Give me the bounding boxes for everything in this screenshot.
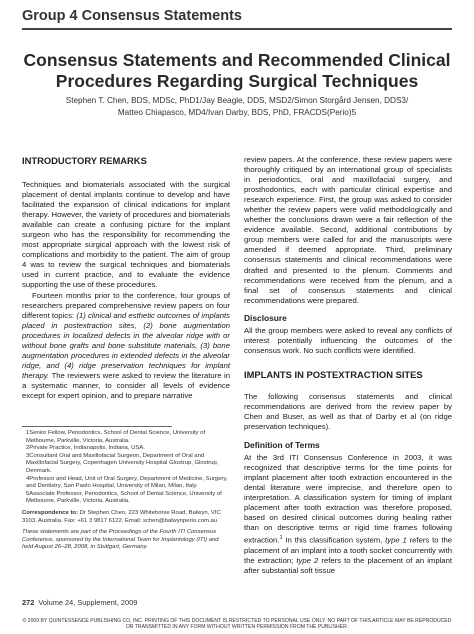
left-column — [22, 155, 230, 401]
header-rule — [22, 28, 452, 30]
proceedings-note: These statements are part of the Proceedings of the Fourth ITI Consensus Conference, sponsored by the International Team for Implantology (ITI) and held August 26–28, 2008, in Stuttgart, Germany. — [22, 529, 219, 551]
intro-paragraph-2: Fourteen months prior to the conference, four groups of researchers prepared comprehensive review papers on four different topics: (1) clinical and esthetic outcomes of implants placed in postextraction sites, (2) bone augmentation procedures in localized defects in the alveolar ridge with or without bone grafts and bone substitute materials, (3) bone augmentation procedures in extended defects in the alveolar ridge, and (4) ridge preservation techniques for implant therapy. The reviewers were asked to review the literature in a systematic manner, to consider all levels of evidence except for expert opinion, and to prepare narrative — [22, 290, 230, 400]
implants-heading: IMPLANTS IN POSTEXTRACTION SITES — [244, 368, 423, 380]
authors-line-1: Stephen T. Chen, BDS, MDSc, PhD1/Jay Beagle, DDS, MSD2/Simon Storgård Jensen, DDS3/ — [65, 96, 409, 105]
footnote-3: 3Consultant Oral and Maxillofacial Surgeon, Department of Oral and Maxillofacial Surgery, Copenhagen University Hospital Glostrup, Glostrup, Denmark. — [26, 452, 219, 474]
page-footer — [22, 598, 137, 607]
article-title: Consensus Statements and Recommended Clinical Procedures Regarding Surgical Techniques — [23, 50, 451, 91]
intro-heading: INTRODUCTORY REMARKS — [22, 155, 147, 166]
disclosure-heading: Disclosure — [244, 312, 287, 323]
disclosure-text: All the group members were asked to reveal any conflicts of interest potentially influencing the outcomes of the consensus work. No such conflicts were identified. — [244, 325, 452, 355]
footnote-1: 1Senior Fellow, Periodontics, School of Dental Science, University of Melbourne, Parkville, Victoria, Australia. — [26, 430, 206, 444]
correspondence: Correspondence to: Dr Stephen Chen, 223 Whitehorse Road, Balwyn, VIC 3103, Australia. Fax: +61 3 9817 6122. Email: schen@balwynperio.com.au — [22, 509, 221, 524]
right-column — [244, 155, 452, 576]
section-header: Group 4 Consensus Statements — [22, 8, 242, 24]
definition-heading: Definition of Terms — [244, 440, 320, 451]
copyright-notice: © 2009 BY QUINTESSENCE PUBLISHING CO, INC. PRINTING OF THIS DOCUMENT IS RESTRICTED TO PERSONAL USE ONLY. NO PART OF THIS ARTICLE MAY BE REPRODUCED OR TRANSMITTED IN ANY FORM WITHOUT WRITTEN PERMISSION FROM THE PUBLISHER. — [22, 618, 452, 631]
definition-text: At the 3rd ITI Consensus Conference in 2003, it was recognized that descriptive terms for the time points for implant placement after tooth extraction encountered in the dental literature were imprecise, and therefore open to interpretation. A classification system for timing of implant placement after tooth extraction was therefore proposed, based on desired clinical outcomes during healing rather than on descriptive terms or rigid time frames following extraction.$^1$ In this classification system, type 1 refers to the placement of an implant into a tooth socket concurrently with the extraction; type 2 refers to the placement of an implant after substantial soft tissue — [244, 453, 452, 576]
review-paragraph: review papers. At the conference, these review papers were thoroughly critiqued by an international group of specialists in periodontics, oral and maxillofacial surgery, and prosthodontics, each with particular clinical expertise and research experience. First, the group was asked to consider whether the review papers were valid methodologically and whether the conclusions drawn were a fair reflection of the evidence available. Second, additional contributions by group members were called for and the manuscripts were amended if deemed appropriate. Third, preliminary consensus statements and clinical recommendations were drafted and presented to the plenum. Comments and recommendations were received from the plenum, and a final set of consensus statements and clinical recommendations were prepared. — [244, 155, 452, 305]
authors-line-2: Matteo Chiapasco, MD4/Ivan Darby, BDS, PhD, FRACDS(Perio)5 — [117, 107, 357, 117]
footnotes — [22, 430, 230, 552]
footnote-4: 4Professor and Head, Unit of Oral Surgery, Department of Medicine, Surgery, and Dentistry, San Paolo Hospital, University of Milan, Milan, Italy. — [26, 475, 228, 490]
author-list — [40, 95, 434, 118]
footnote-2: 2Private Practice, Indianapolis, Indiana, USA. — [26, 445, 145, 452]
footnote-5: 5Associate Professor, Periodontics, School of Dental Science, University of Melbourne, Parkville, Victoria, Australia. — [26, 490, 222, 505]
intro-paragraph-1: Techniques and biomaterials associated with the surgical placement of dental implants continue to develop and have facilitated the expansion of clinical indications for implant therapy. However, the variety of procedures and biomaterials available can create a confusing picture for the implant surgeon who has the responsibility for recommending the most appropriate surgical approach with the lowest risk of complications and morbidity to the patient. The aim of group 4 was to review the surgical techniques and biomaterials used in current practice, and to evaluate the evidence supporting the use of these procedures. — [22, 180, 230, 290]
page-number: 272 — [22, 598, 35, 607]
footnote-rule — [22, 426, 172, 427]
journal-info: Volume 24, Supplement, 2009 — [38, 598, 138, 607]
implants-text: The following consensus statements and clinical recommendations are derived from the review paper by Chen and Buser, as well as that of Darby et al (on ridge preservation techniques). — [244, 391, 452, 431]
